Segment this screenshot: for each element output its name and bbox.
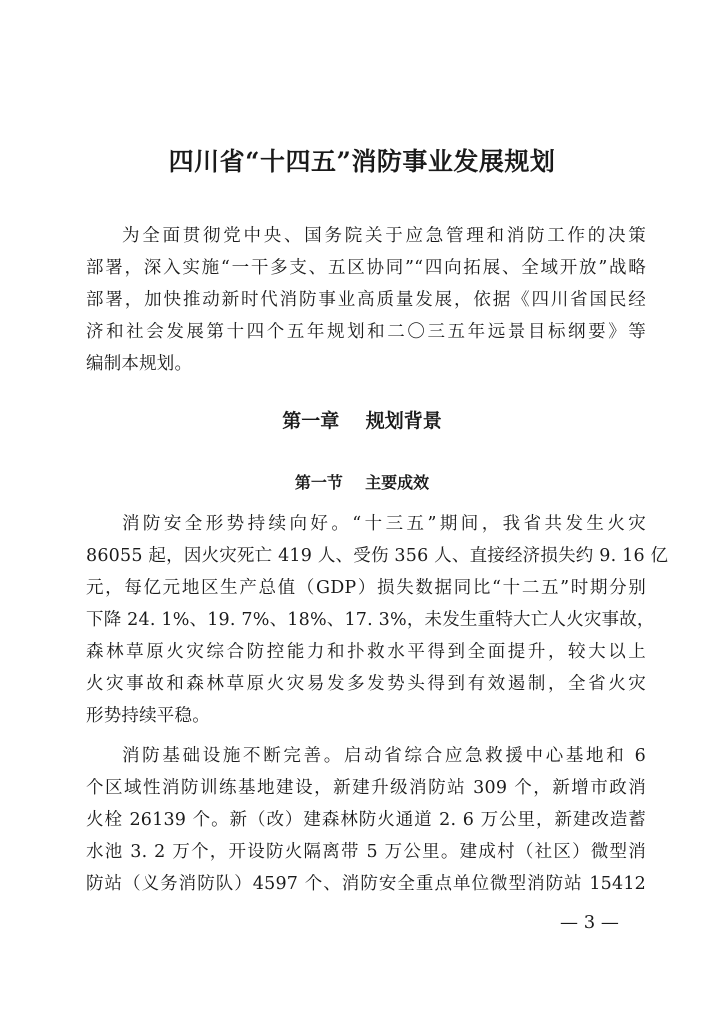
text-line: 消防基础设施不断完善。启动省综合应急救援中心基地和 6 bbox=[122, 746, 646, 766]
text-line: 火灾事故和森林草原火灾易发多发势头得到有效遏制，全省火灾 bbox=[86, 674, 646, 694]
intro-paragraph bbox=[86, 220, 646, 380]
text-line: 86055 起，因火灾死亡 419 人、受伤 356 人、直接经济损失约 9. 16 亿 bbox=[86, 546, 669, 566]
text-line: 形势持续平稳。 bbox=[86, 706, 210, 726]
text-line: 济和社会发展第十四个五年规划和二〇三五年远景目标纲要》等 bbox=[86, 322, 646, 342]
page-title: 四川省“十四五”消防事业发展规划 bbox=[168, 147, 556, 176]
page-number: — 3 — bbox=[560, 912, 619, 933]
text-line: 消防安全形势持续向好。“十三五”期间，我省共发生火灾 bbox=[122, 514, 646, 534]
text-line: 为全面贯彻党中央、国务院关于应急管理和消防工作的决策 bbox=[122, 226, 646, 246]
paragraph-fire-safety bbox=[86, 508, 669, 732]
paragraph-infrastructure bbox=[86, 740, 646, 900]
section-heading: 第一节 主要成效 bbox=[294, 473, 430, 492]
text-line: 水池 3. 2 万个，开设防火隔离带 5 万公里。建成村（社区）微型消 bbox=[86, 842, 646, 862]
text-line: 部署，深入实施“一干多支、五区协同”“四向拓展、全域开放”战略 bbox=[86, 258, 646, 278]
chapter-heading: 第一章 规划背景 bbox=[282, 410, 442, 432]
text-line: 个区域性消防训练基地建设，新建升级消防站 309 个，新增市政消 bbox=[86, 778, 646, 798]
text-line: 编制本规划。 bbox=[86, 354, 193, 374]
text-line: 下降 24. 1%、19. 7%、18%、17. 3%，未发生重特大亡人火灾事故， bbox=[86, 610, 655, 630]
text-line: 部署，加快推动新时代消防事业高质量发展，依据《四川省国民经 bbox=[86, 290, 646, 310]
text-line: 元，每亿元地区生产总值（GDP）损失数据同比“十二五”时期分别 bbox=[86, 578, 646, 598]
text-line: 森林草原火灾综合防控能力和扑救水平得到全面提升，较大以上 bbox=[86, 642, 646, 662]
text-line: 火栓 26139 个。新（改）建森林防火通道 2. 6 万公里，新建改造蓄 bbox=[86, 810, 646, 830]
text-line: 防站（义务消防队）4597 个、消防安全重点单位微型消防站 15412 bbox=[86, 874, 646, 894]
